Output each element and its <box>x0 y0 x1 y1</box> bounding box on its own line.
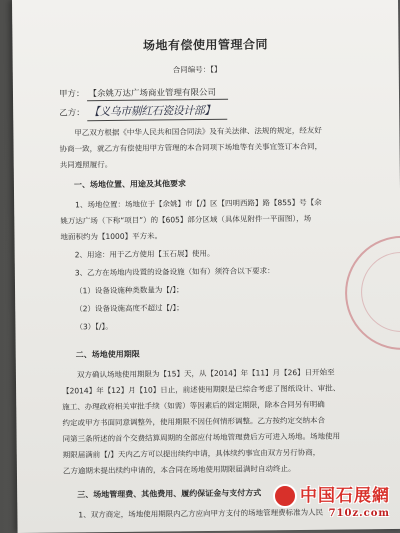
party-b-line <box>59 102 227 122</box>
clause-1-3-3: （3）【/】。 <box>75 321 113 332</box>
clause-2-line-2: 【2014】年【12】月【10】日止，前述使用期限是已综合考虑了图纸设计、审批、 <box>62 383 341 396</box>
watermark-url: 710z.com <box>328 508 390 519</box>
clause-1-3-1: （1）设备设施种类数量为【/】； <box>75 285 184 296</box>
contract-page <box>12 0 400 533</box>
site-watermark <box>273 481 390 520</box>
watermark-logo-icon <box>273 484 297 508</box>
watermark-name-text: 中国石展網 <box>300 485 390 506</box>
clause-1-1-line-c: 地面积约为【1000】平方米。 <box>60 231 163 242</box>
section-2-heading: 二、场地使用期限 <box>75 349 140 360</box>
party-a-value: 【余姚万达广场商业管理有限公司 <box>86 86 228 101</box>
party-a-label: 甲方： <box>58 89 85 100</box>
contract-title: 场地有偿使用管理合同 <box>142 37 269 53</box>
party-a-line <box>59 86 228 102</box>
section-1-heading: 一、场地位置、用途及其他要求 <box>73 179 186 190</box>
section-3-heading: 三、场地管理费、其他费用、履约保证金与支付方式 <box>77 488 262 500</box>
preamble-line-2: 协商一致，就乙方有偿使用甲方管理的本合同项下场地等有关事宜签订本合同， <box>59 141 323 154</box>
contract-number: 合同编号：【】 <box>172 64 222 75</box>
clause-2-line-1: 双方确认场地使用期限为【15】天，从【2014】年【11】月【26】日开始至 <box>76 367 335 380</box>
clause-3-1: 1、双方商定，场地使用期限内乙方应向甲方支付的场地管理费标准为人民 <box>78 507 324 520</box>
party-b-label: 乙方： <box>59 108 85 119</box>
company-seal-stamp <box>344 235 400 350</box>
clause-1-1-line-a: 1、场地位置：场地位于【余姚】市【/】区【四明西路】路【855】号【余 <box>75 197 322 210</box>
seal-inner-ring <box>361 252 400 333</box>
clause-2-line-3: 施工、办理政府相关审批手续（如需）等因素后的固定期限，除本合同另有明确 <box>62 399 325 412</box>
party-b-handwritten-value: 【义乌市剔红石瓷设计部】 <box>87 102 227 121</box>
clause-1-1-line-b: 姚万达广场（下称“项目”）的【605】部分区域（具体见附件一平面图），场 <box>60 213 312 226</box>
clause-2-line-4: 约定或甲方书面同意调整外，使用期限不因任何情形调整。乙方按约定交纳本合 <box>62 415 325 428</box>
preamble-line-3: 共同遵照履行。 <box>59 159 113 170</box>
clause-2-line-6: 期限届满前【/】天内乙方可以提出续约申请，具体续约事宜由双方另行协商， <box>62 447 321 460</box>
preamble-line-1: 甲乙双方根据《中华人民共和国合同法》及有关法律、法规的规定，经友好 <box>74 125 322 138</box>
clause-2-line-5: 同第三条所述的首个交费结算周期的全部应付场地管理费后方可进入场地。场地使用 <box>62 431 341 444</box>
clause-1-3-2: （2）设备设施高度不超过【/】； <box>75 303 184 314</box>
watermark-name <box>273 481 390 509</box>
clause-1-2: 2、用途：用于乙方使用【玉石展】使用。 <box>74 248 215 260</box>
clause-1-3: 3、乙方在场地内设置的设备设施（如有）须符合以下要求： <box>74 266 275 278</box>
clause-2-line-7: 乙方逾期未提出续约申请的，本合同在场地使用期限届满时自动终止。 <box>62 464 296 476</box>
